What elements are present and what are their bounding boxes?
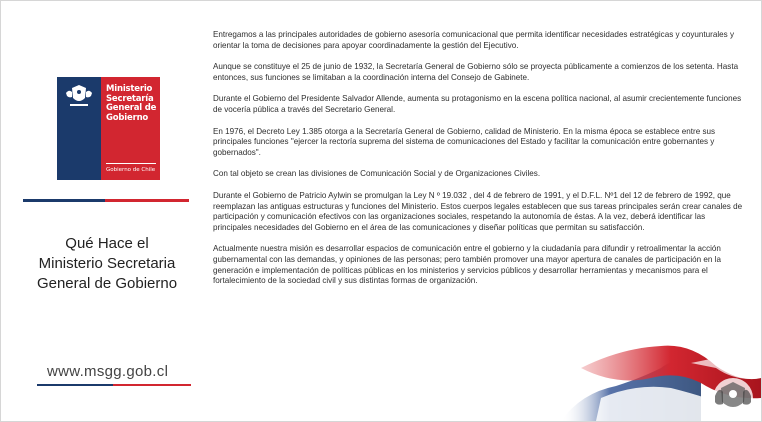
logo-blue-panel [57, 77, 101, 180]
divider-bottom-blue [37, 384, 113, 386]
chile-flag-decoration [541, 338, 761, 421]
coat-of-arms-icon [64, 83, 94, 109]
paragraph: En 1976, el Decreto Ley 1.385 otorga a la Secretaría General de Gobierno, calidad de Ministerio. En la misma época se establece entre sus principales funciones "ejercer la rectoría suprema del sistema de comunicaciones del Estado y facilitar la comunicación entre gobernantes y gobernados". [213, 126, 716, 157]
logo-red-panel [101, 77, 160, 180]
website-link[interactable]: www.msgg.gob.cl [47, 363, 169, 380]
paragraph: Aunque se constituye el 25 de junio de 1932, la Secretaría General de Gobierno sólo se proyecta públicamente a comienzos de los setenta. Hasta entonces, sus funciones se limitaban a la coordinación interna del Consejo de Gabinete. [213, 62, 739, 82]
body-text [213, 30, 745, 298]
page-title: Qué Hace el Ministerio Secretaria General de Gobierno [36, 235, 178, 292]
divider-top-red [105, 199, 189, 202]
paragraph: Durante el Gobierno de Patricio Aylwin se promulgan la Ley N º 19.032 , del 4 de febrero de 1991, y el D.F.L. Nº1 del 12 de febrero de 1992, que reemplazan las antiguas estructuras y funciones del Ministerio. Estos cuerpos legales establecen que sus tareas principales serán crear canales de participación y comunicación efectivos con las organizaciones sociales, respetando la autonomía de éstas. A la vez, deberá identificar las principales necesidades del Gobierno en el área de las comunicaciones y diseñar políticas que permitan su satisfacción. [213, 190, 743, 232]
logo-ministry-name: Ministerio Secretaría General de Gobierno [106, 84, 157, 123]
paragraph: Con tal objeto se crean las divisiones de Comunicación Social y de Organizaciones Civiles. [213, 169, 541, 179]
divider-bottom-red [113, 384, 191, 386]
crest-icon [713, 378, 753, 418]
logo-subtitle: Gobierno de Chile [106, 167, 156, 173]
ministry-logo [57, 77, 160, 180]
paragraph: Entregamos a las principales autoridades de gobierno asesoría comunicacional que permita identificar necesidades estratégicas y coyunturales y orientar la toma de decisiones para apoyar coordinadamente la gestión del Ejecutivo. [213, 30, 734, 50]
divider-top-blue [23, 199, 105, 202]
logo-divider [106, 163, 156, 164]
paragraph: Durante el Gobierno del Presidente Salvador Allende, aumenta su protagonismo en la escena política nacional, al asumir crecientemente funciones de vocería pública a través del Secretario General. [213, 94, 742, 114]
paragraph: Actualmente nuestra misión es desarrollar espacios de comunicación entre el gobierno y la ciudadanía para difundir y retroalimentar la acción gubernamental con las demandas, y opiniones de las personas; pero también promover una mayor apertura de canales de participación en la generación e implementación de políticas públicas en los ministerios y servicios públicos y desarrollar herramientas y mecanismos para el fortalecimiento de la sociedad civil y sus distintas formas de organización. [213, 244, 721, 286]
